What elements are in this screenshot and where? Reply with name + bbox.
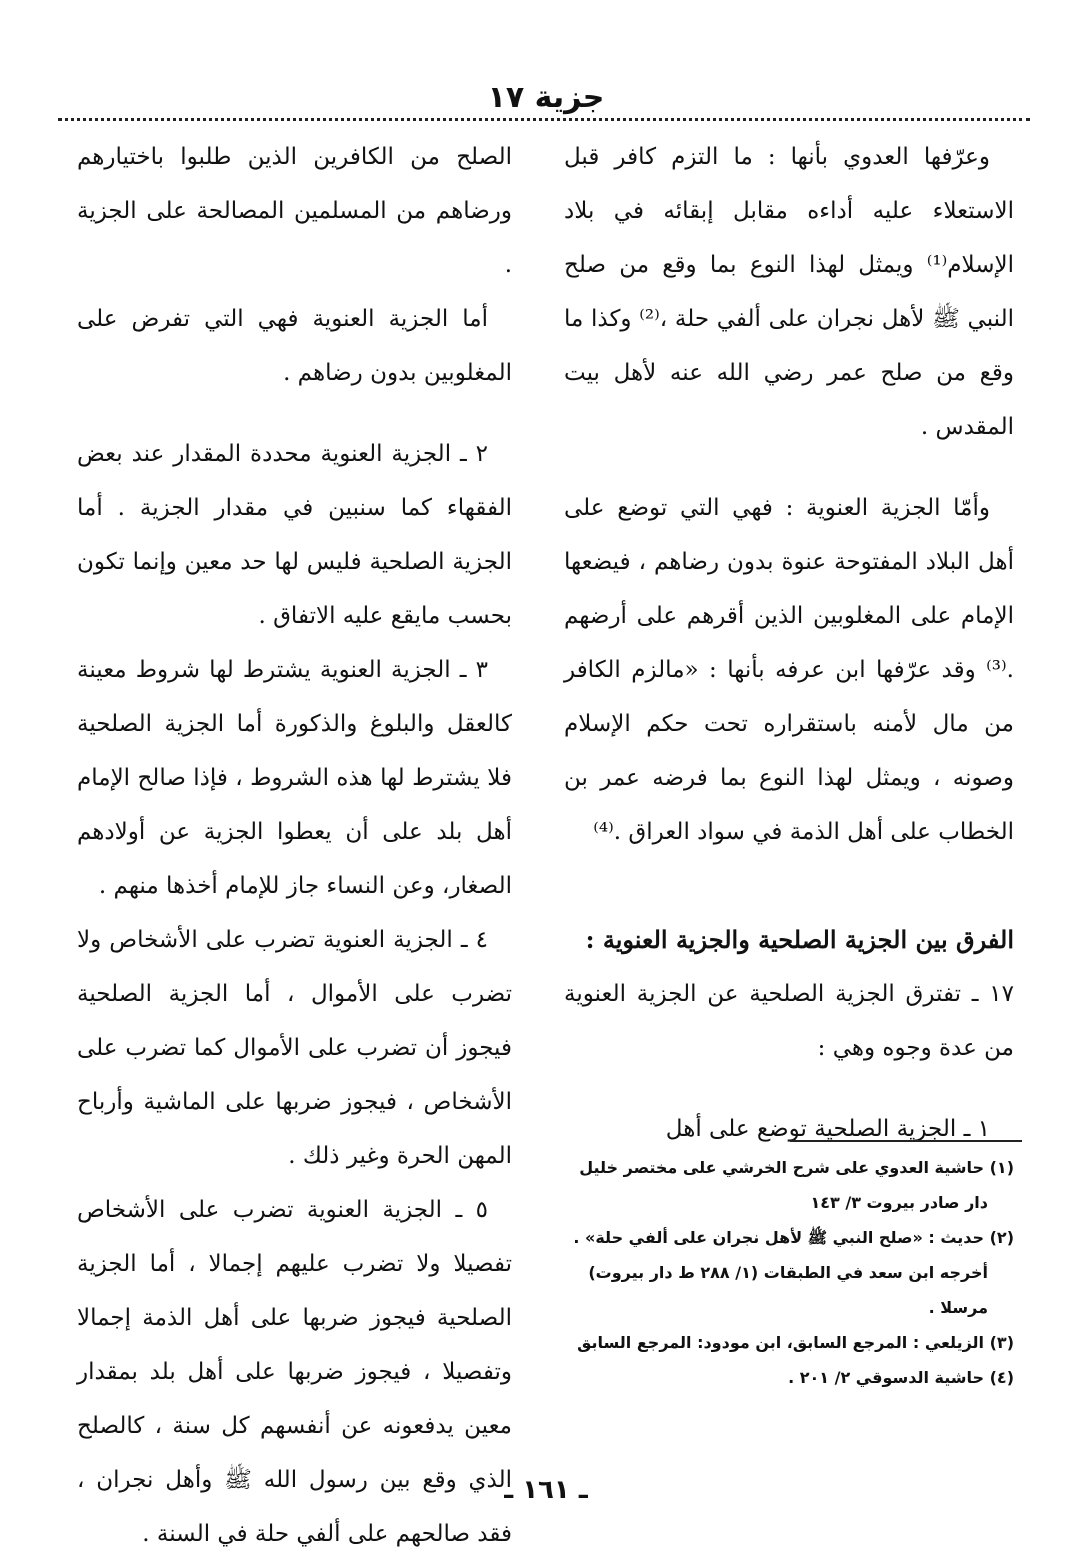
footnotes-block bbox=[564, 1150, 1014, 1395]
paragraph-point-4: ٤ ـ الجزية العنوية تضرب على الأشخاص ولا تضرب على الأموال ، أما الجزية الصلحية فيجوز أن تضرب على الأموال كما تضرب على الأشخاص ، فيجوز ضربها على الماشية وأرباح المهن الحرة وغير ذلك . bbox=[77, 927, 512, 1169]
paragraph-point-1-continued: الصلح من الكافرين الذين طلبوا باختيارهم ورضاهم من المسلمين المصالحة على الجزية . bbox=[77, 144, 512, 278]
footnote-separator bbox=[790, 1140, 1022, 1142]
page-number: ـ ١٦١ ـ bbox=[504, 1475, 588, 1505]
paragraph-spacer bbox=[564, 859, 1014, 886]
footnote-4: (٤) حاشية الدسوقي ٢/ ٢٠١ . bbox=[788, 1368, 1014, 1387]
left-text-column bbox=[77, 130, 512, 1561]
paragraph-point-2: ٢ ـ الجزية العنوية محددة المقدار عند بعض الفقهاء كما سنبين في مقدار الجزية . أما الجزية الصلحية فليس لها حد معين وإنما تكون بحسب مايقع عليه الاتفاق . bbox=[77, 441, 512, 629]
paragraph-spacer bbox=[564, 886, 1014, 913]
paragraph-anwiya-imposed: أما الجزية العنوية فهي التي تفرض على المغلوبين بدون رضاهم . bbox=[77, 306, 512, 386]
paragraph-adawi-definition: وعرّفها العدوي بأنها : ما التزم كافر قبل الاستعلاء عليه أداءه مقابل إبقائه في بلاد الإسلام⁽¹⁾ ويمثل لهذا النوع بما وقع من صلح النبي ﷺ لأهل نجران على ألفي حلة ،⁽²⁾ وكذا ما وقع من صلح عمر رضي الله عنه لأهل بيت المقدس . bbox=[564, 144, 1014, 440]
footnote-1 bbox=[564, 1150, 1014, 1220]
page-header-title: جزية ١٧ bbox=[487, 80, 605, 115]
header-dotted-divider bbox=[58, 118, 1030, 121]
paragraph-spacer bbox=[564, 454, 1014, 481]
footnote-2 bbox=[564, 1220, 1014, 1325]
paragraph-anwiya-definition: وأمّا الجزية العنوية : فهي التي توضع على أهل البلاد المفتوحة عنوة بدون رضاهم ، فيضعها الإمام على المغلوبين الذين أقرهم على أرضهم .⁽³⁾ وقد عرّفها ابن عرفه بأنها : «مالزم الكافر من مال لأمنه باستقراره تحت حكم الإسلام وصونه ، ويمثل لهذا النوع بما فرضه عمر بن الخطاب على أهل الذمة في سواد العراق .⁽⁴⁾ bbox=[564, 495, 1014, 845]
footnote-3: (٣) الزيلعي : المرجع السابق، ابن مودود: المرجع السابق bbox=[577, 1333, 1014, 1352]
right-text-column bbox=[564, 130, 1014, 1156]
paragraph-point-3: ٣ ـ الجزية العنوية يشترط لها شروط معينة كالعقل والبلوغ والذكورة أما الجزية الصلحية فلا يشترط لها هذه الشروط ، فإذا صالح الإمام أهل بلد على أن يعطوا الجزية عن أولادهم الصغار، وعن النساء جاز للإمام أخذها منهم . bbox=[77, 657, 512, 899]
footnote-2-line-2: أخرجه ابن سعد في الطبقات (١/ ٢٨٨ ط دار بيروت) bbox=[588, 1263, 988, 1282]
footnote-1-line-2: دار صادر بيروت ٣/ ١٤٣ bbox=[810, 1193, 988, 1212]
paragraph-differences-intro: ١٧ ـ تفترق الجزية الصلحية عن الجزية العنوية من عدة وجوه وهي : bbox=[564, 981, 1014, 1061]
paragraph-point-5: ٥ ـ الجزية العنوية تضرب على الأشخاص تفصيلا ولا تضرب عليهم إجمالا ، أما الجزية الصلحية فيجوز ضربها على أهل الذمة إجمالا وتفصيلا ، فيجوز ضربها على أهل بلد بمقدار معين يدفعونه عن أنفسهم كل سنة ، كالصلح الذي وقع بين رسول الله ﷺ وأهل نجران ، فقد صالحهم على ألفي حلة في السنة . bbox=[77, 1197, 512, 1547]
footnote-1-line-1: (١) حاشية العدوي على شرح الخرشي على مختصر خليل bbox=[579, 1158, 1014, 1177]
paragraph-point-1-start: ١ ـ الجزية الصلحية توضع على أهل bbox=[665, 1116, 990, 1142]
section-heading: الفرق بين الجزية الصلحية والجزية العنوية : bbox=[585, 925, 1014, 954]
footnote-2-line-1: (٢) حديث : «صلح النبي ﷺ لأهل نجران على ألفي حلة» . bbox=[573, 1228, 1014, 1247]
paragraph-spacer bbox=[77, 400, 512, 427]
paragraph-spacer bbox=[564, 1075, 1014, 1102]
footnote-2-line-3: مرسلا . bbox=[928, 1298, 988, 1317]
